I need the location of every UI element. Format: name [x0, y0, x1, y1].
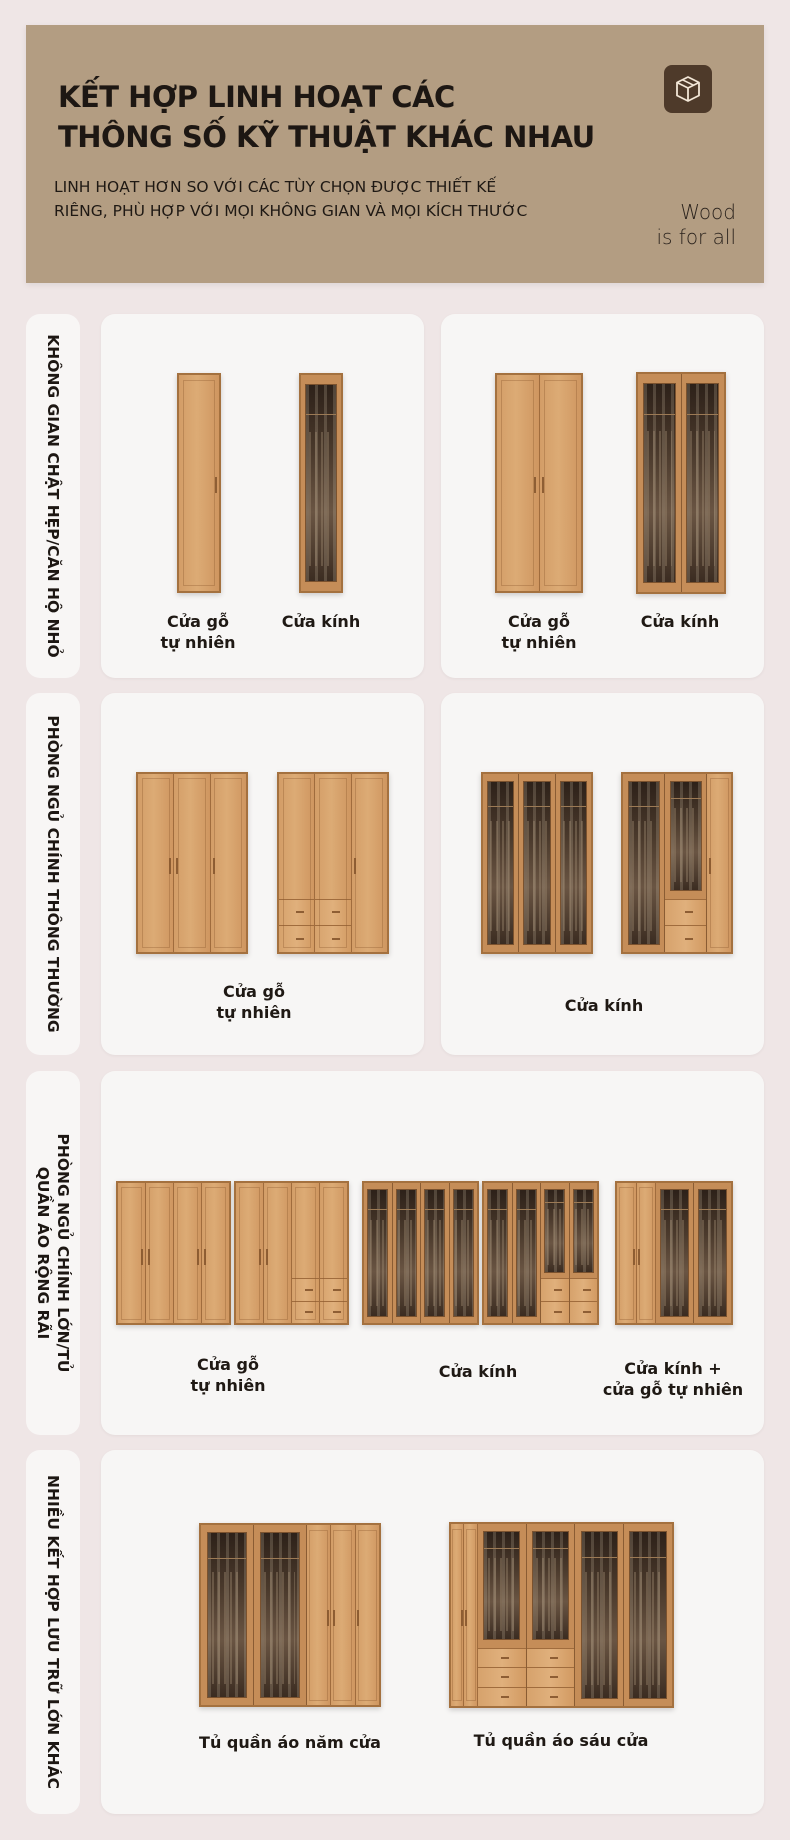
- wardrobe-wood-4door-drawers: [234, 1181, 349, 1325]
- caption-wood-door: [199, 981, 309, 1023]
- section-label-text: [43, 715, 63, 1032]
- caption-line: tự nhiên: [501, 633, 577, 652]
- caption-line: Cửa gỗ: [508, 612, 570, 631]
- card-master-glass: [441, 693, 764, 1055]
- caption-line: Cửa kính: [640, 612, 720, 631]
- section-label-line: PHÒNG NGỦ CHÍNH LỚN/TỦ: [54, 1133, 72, 1373]
- wardrobe-glass-2door: [636, 372, 726, 594]
- brand-tagline: [626, 200, 736, 250]
- page-subtitle-line-1: LINH HOẠT HƠN SO VỚI CÁC TÙY CHỌN ĐƯỢC THIẾT KẾ: [54, 178, 497, 196]
- header-banner: [26, 25, 764, 283]
- caption-line: Cửa gỗ: [167, 612, 229, 631]
- brand-line-1: Wood: [680, 200, 736, 224]
- caption-wood-door: [484, 611, 594, 653]
- caption-line: tự nhiên: [216, 1003, 292, 1022]
- section-label-master-bedroom: [26, 693, 80, 1055]
- section-label-line: PHÒNG NGỦ CHÍNH THÔNG THƯỜNG: [44, 715, 62, 1033]
- card-master-wood: [101, 693, 424, 1055]
- caption-line: tự nhiên: [190, 1376, 266, 1395]
- wardrobe-wood-1door: [177, 373, 221, 593]
- caption-glass-door: [625, 611, 735, 632]
- wardrobe-glass-4door: [362, 1181, 479, 1325]
- caption-wood-door: [173, 1354, 283, 1396]
- section-label-text: [43, 334, 63, 657]
- caption-line: tự nhiên: [160, 633, 236, 652]
- wardrobe-wood-2door: [495, 373, 583, 593]
- page-subtitle-line-2: RIÊNG, PHÙ HỢP VỚI MỌI KHÔNG GIAN VÀ MỌI KÍCH THƯỚC: [54, 202, 528, 220]
- page-title-line-1: KẾT HỢP LINH HOẠT CÁC: [58, 80, 455, 114]
- caption-mixed-door: [598, 1358, 748, 1400]
- caption-line: Cửa kính +: [624, 1359, 722, 1378]
- caption-glass-door: [423, 1361, 533, 1382]
- caption-line: Tủ quần áo sáu cửa: [473, 1731, 649, 1750]
- box-icon: [664, 65, 712, 113]
- caption-glass-door: [266, 611, 376, 632]
- wardrobe-wood-4door: [116, 1181, 231, 1325]
- section-label-line: KHÔNG GIAN CHẬT HẸP/CĂN HỘ NHỎ: [44, 334, 62, 658]
- caption-line: Cửa kính: [438, 1362, 518, 1381]
- card-small-double: [441, 314, 764, 678]
- section-label-line: QUẦN ÁO RỘNG RÃI: [34, 1166, 52, 1340]
- section-label-line: NHIỀU KẾT HỢP LƯU TRỮ LỚN KHÁC: [44, 1475, 62, 1789]
- caption-line: Cửa gỗ: [223, 982, 285, 1001]
- page-title-line-2: THÔNG SỐ KỸ THUẬT KHÁC NHAU: [58, 120, 595, 154]
- brand-line-2: is for all: [656, 225, 736, 249]
- caption-line: Cửa kính: [564, 996, 644, 1015]
- wardrobe-wood-3door: [136, 772, 248, 954]
- caption-line: Cửa kính: [281, 612, 361, 631]
- page-subtitle: [54, 175, 614, 223]
- wardrobe-wood-3door-drawers: [277, 772, 389, 954]
- section-label-other-combos: [26, 1450, 80, 1814]
- card-other-combos: [101, 1450, 764, 1814]
- section-label-small-spaces: [26, 314, 80, 678]
- wardrobe-glass-1door: [299, 373, 343, 593]
- card-small-single: [101, 314, 424, 678]
- wardrobe-mixed-4door: [615, 1181, 733, 1325]
- caption-six-door: [461, 1730, 661, 1751]
- wardrobe-six-door: [449, 1522, 674, 1708]
- caption-line: cửa gỗ tự nhiên: [602, 1380, 744, 1399]
- wardrobe-five-door: [199, 1523, 381, 1707]
- page-title: [58, 77, 618, 157]
- card-large-bedroom: [101, 1071, 764, 1435]
- wardrobe-glass-3door-drawers: [621, 772, 733, 954]
- wardrobe-glass-4door-drawers: [482, 1181, 599, 1325]
- caption-line: Cửa gỗ: [197, 1355, 259, 1374]
- caption-glass-door: [544, 995, 664, 1016]
- caption-line: Tủ quần áo năm cửa: [199, 1733, 381, 1752]
- caption-five-door: [190, 1732, 390, 1753]
- caption-wood-door: [143, 611, 253, 653]
- section-label-large-bedroom: [26, 1071, 80, 1435]
- section-label-text: [43, 1475, 63, 1789]
- wardrobe-glass-3door: [481, 772, 593, 954]
- section-label-text: [33, 1134, 73, 1373]
